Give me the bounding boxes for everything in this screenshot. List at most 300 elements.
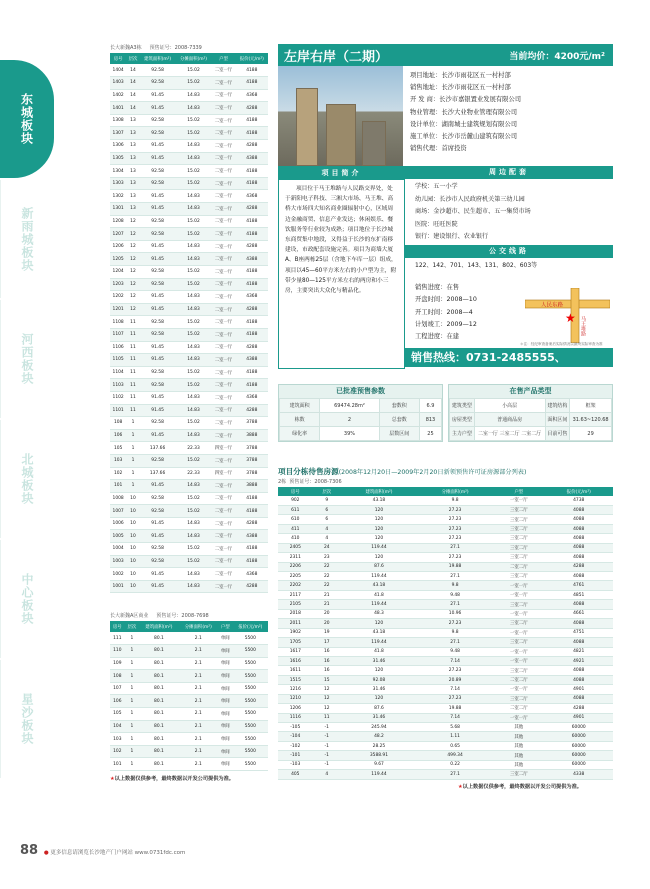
- table-cell: 12: [126, 215, 139, 228]
- table-row: [110, 240, 268, 253]
- table-cell: 二室一厅: [211, 354, 235, 367]
- table-row: [278, 619, 613, 628]
- table-cell: 31.46: [341, 685, 417, 694]
- table-row: [278, 505, 613, 514]
- param-row: [280, 399, 442, 413]
- table-cell: 二室一厅: [211, 77, 235, 90]
- project-photo: [278, 66, 403, 166]
- table-cell: 4288: [236, 303, 268, 316]
- table-cell: 2.1: [179, 758, 218, 771]
- param-row: [450, 427, 612, 441]
- table-cell: 二室一厅: [211, 555, 235, 568]
- table-cell: 1402: [110, 89, 126, 102]
- table-cell: 12: [313, 694, 341, 703]
- table-cell: 611: [278, 505, 313, 514]
- info-line: 销售代理：首席投资: [410, 145, 467, 153]
- table-cell: 12: [126, 240, 139, 253]
- table-cell: 二室一厅: [211, 127, 235, 140]
- table-row: [110, 253, 268, 266]
- table-cell: 二室二厅: [493, 704, 544, 713]
- table-row: [110, 89, 268, 102]
- table-cell: 109: [110, 657, 125, 670]
- table-row: [110, 480, 268, 493]
- peripheral-item: 银行：建设银行、农业银行: [415, 233, 489, 240]
- table-cell: 10: [126, 530, 139, 543]
- param-cell: 面积区间: [545, 413, 570, 427]
- table-cell: 单间: [218, 708, 233, 721]
- table-cell: 92.58: [140, 215, 176, 228]
- table-cell: 92.58: [140, 328, 176, 341]
- table-cell: 120: [341, 619, 417, 628]
- table-cell: 3788: [236, 454, 268, 467]
- table-cell: 91.45: [140, 568, 176, 581]
- table-cell: 60000: [544, 741, 613, 750]
- table-cell: 1: [126, 454, 139, 467]
- table-cell: 4368: [236, 391, 268, 404]
- table-cell: 5500: [233, 645, 268, 658]
- table-cell: 2.1: [179, 657, 218, 670]
- table-cell: 24: [313, 543, 341, 552]
- table-row: [110, 114, 268, 127]
- table-cell: 10: [126, 555, 139, 568]
- table-cell: 4288: [236, 341, 268, 354]
- side-tab-5[interactable]: [0, 660, 54, 778]
- table-cell: 1: [126, 480, 139, 493]
- table-cell: 1101: [110, 404, 126, 417]
- table-cell: 12: [126, 303, 139, 316]
- table-cell: 9.48: [417, 647, 493, 656]
- param-cell: 29: [570, 427, 612, 441]
- table-cell: 13: [126, 114, 139, 127]
- table-cell: 10: [126, 517, 139, 530]
- side-tab-label: 东城板块: [19, 93, 34, 145]
- table-cell: 二室一厅: [211, 228, 235, 241]
- table-cell: 12: [126, 291, 139, 304]
- table-cell: 1: [126, 429, 139, 442]
- table-cell: 4738: [544, 496, 613, 505]
- peripheral-title: 周边配套: [405, 166, 613, 179]
- map-note: ＊注：经纪审查备案后实际情况以最终实际审查为准: [520, 342, 603, 346]
- table-cell: 245.94: [341, 723, 417, 732]
- column-header: 房号: [278, 487, 313, 496]
- table-cell: 411: [278, 524, 313, 533]
- table-cell: 1201: [110, 303, 126, 316]
- param-cell: 813: [419, 413, 441, 427]
- table-cell: 单间: [218, 733, 233, 746]
- table-row: [110, 492, 268, 505]
- table-cell: 12: [313, 685, 341, 694]
- table-cell: 3788: [236, 467, 268, 480]
- side-tab-label: 河西板块: [20, 333, 34, 385]
- table-cell: 4761: [544, 581, 613, 590]
- table-cell: 92.58: [140, 266, 176, 279]
- table-cell: 二室一厅: [211, 203, 235, 216]
- table-cell: 14.83: [176, 391, 212, 404]
- column-header: 层次: [125, 621, 140, 632]
- table-cell: 12: [126, 228, 139, 241]
- table-row: [278, 581, 613, 590]
- table-cell: 11: [126, 328, 139, 341]
- table-cell: 二室一厅: [211, 341, 235, 354]
- table-cell: 4188: [236, 366, 268, 379]
- table-cell: 4188: [236, 165, 268, 178]
- table-cell: 21: [313, 600, 341, 609]
- table-cell: 二室一厅: [211, 102, 235, 115]
- table-cell: 80.1: [139, 695, 178, 708]
- table-cell: 102: [110, 745, 125, 758]
- table-cell: 20: [313, 619, 341, 628]
- param-cell: 39%: [320, 427, 379, 441]
- table-cell: 单间: [218, 758, 233, 771]
- table-cell: 19.88: [417, 562, 493, 571]
- table-cell: 1204: [110, 266, 126, 279]
- table-cell: 91.45: [140, 203, 176, 216]
- table-row: [110, 568, 268, 581]
- table-cell: 1108: [110, 316, 126, 329]
- table-cell: 4088: [544, 694, 613, 703]
- table-cell: 14.83: [176, 530, 212, 543]
- table-row: [278, 770, 613, 779]
- table-cell: 16: [313, 647, 341, 656]
- table-row: [110, 442, 268, 455]
- table-cell: 1002: [110, 568, 126, 581]
- table-cell: 4188: [236, 328, 268, 341]
- table-cell: 4338: [544, 770, 613, 779]
- table-row: [278, 572, 613, 581]
- left-table-1: [110, 44, 268, 593]
- table-cell: 4088: [544, 543, 613, 552]
- table-cell: 1116: [278, 713, 313, 722]
- table-cell: 5500: [233, 670, 268, 683]
- table-cell: 2117: [278, 590, 313, 599]
- table-cell: 4288: [236, 203, 268, 216]
- side-tab-2[interactable]: [0, 300, 54, 418]
- table-cell: 14.83: [176, 203, 212, 216]
- table-cell: 3888: [236, 480, 268, 493]
- table-cell: 5500: [233, 758, 268, 771]
- table-cell: 15.02: [176, 454, 212, 467]
- table-cell: 108: [110, 670, 125, 683]
- table-cell: 27.23: [417, 505, 493, 514]
- table-row: [110, 580, 268, 593]
- table-row: [110, 733, 268, 746]
- table-cell: 5500: [233, 632, 268, 645]
- table-cell: 15.02: [176, 165, 212, 178]
- column-header: 分摊面积(m²): [417, 487, 493, 496]
- sale-status-line: 开工时间：2008—4: [415, 308, 473, 316]
- table-cell: 105: [110, 442, 126, 455]
- table-cell: 二室一厅: [211, 177, 235, 190]
- table-row: [110, 505, 268, 518]
- table-cell: 119.44: [341, 543, 417, 552]
- project-price: 当前均价：4200元/m²: [509, 52, 605, 62]
- table-row: [110, 102, 268, 115]
- table-cell: 1004: [110, 543, 126, 556]
- sale-status-line: 开盘时间：2008—10: [415, 296, 477, 304]
- table-cell: 106: [110, 429, 126, 442]
- table-cell: 二室一厅: [211, 580, 235, 593]
- table-cell: 二室一厅: [211, 215, 235, 228]
- side-tab-label: 星沙板块: [20, 693, 34, 745]
- table-cell: 14.83: [176, 140, 212, 153]
- table-cell: 二室一厅: [211, 291, 235, 304]
- table-row: [110, 354, 268, 367]
- table-cell: 5500: [233, 657, 268, 670]
- table-cell: 二室一厅: [211, 404, 235, 417]
- table-cell: -1: [313, 723, 341, 732]
- table-cell: 119.44: [341, 572, 417, 581]
- table-cell: 110: [110, 645, 125, 658]
- product-types: [448, 384, 613, 442]
- table-cell: 4288: [236, 240, 268, 253]
- table-cell: 499.34: [417, 751, 493, 760]
- table-cell: 4388: [236, 253, 268, 266]
- table-row: [110, 203, 268, 216]
- table-cell: 92.58: [140, 278, 176, 291]
- table-cell: 4188: [236, 492, 268, 505]
- table-cell: 14: [126, 89, 139, 102]
- table-cell: 2311: [278, 553, 313, 562]
- intro-text: 项目位于马王堆路与人民路交界处，处于新阳电子科技、三湘大市场、马王堆、高桥大市场四大知名商业圈辐射中心，区域周边金融商贸、信息产业发达；休闲娱乐、餐饮服务等行业较为成熟；项目地位于长沙城东商贸集中地段，又得益于长沙的东扩南移建设，市政配套设施完善。项目为商墙大厦A、B座两栋25层（含地下车库一层）组成，项目以45—60平方米左右的小户型为主，附带少量80—125平方米左右的两房和小三房，主要突出大众化与精品化。: [285, 186, 397, 295]
- table-cell: 三室二厅: [493, 666, 544, 675]
- table-cell: 10: [126, 505, 139, 518]
- table-cell: 4088: [544, 638, 613, 647]
- table-cell: 27.23: [417, 694, 493, 703]
- table-cell: 4368: [236, 291, 268, 304]
- table-cell: 41.8: [341, 647, 417, 656]
- table-cell: 91.45: [140, 291, 176, 304]
- table-cell: 15: [313, 675, 341, 684]
- table-cell: 2.1: [179, 720, 218, 733]
- table-cell: 3788: [236, 442, 268, 455]
- table-cell: 11: [126, 366, 139, 379]
- side-tab-1[interactable]: [0, 180, 54, 298]
- param-row: [450, 413, 612, 427]
- table-cell: 9.8: [417, 628, 493, 637]
- table-cell: 80.1: [139, 670, 178, 683]
- table-cell: 2405: [278, 543, 313, 552]
- table-cell: 4388: [236, 152, 268, 165]
- table-cell: 其他: [493, 732, 544, 741]
- table-cell: 一室一厅: [493, 647, 544, 656]
- table-cell: 14.83: [176, 190, 212, 203]
- table-cell: 二室一厅: [211, 543, 235, 556]
- intro-title: 项目简介: [279, 167, 404, 180]
- table-cell: 6: [313, 505, 341, 514]
- info-line: 项目地址：长沙市雨花区五一村村部: [410, 72, 511, 79]
- table-cell: 111: [110, 632, 125, 645]
- table-cell: 1005: [110, 530, 126, 543]
- table-cell: -1: [313, 741, 341, 750]
- table-cell: 4188: [236, 505, 268, 518]
- table-cell: 14.83: [176, 568, 212, 581]
- column-header: 房号: [110, 621, 125, 632]
- approved-params: [278, 384, 443, 442]
- table-cell: 三室二厅: [493, 638, 544, 647]
- table-row: [278, 741, 613, 750]
- table-cell: 4188: [236, 543, 268, 556]
- table-cell: 11: [313, 713, 341, 722]
- table-cell: 13: [126, 140, 139, 153]
- table-cell: 二室一厅: [211, 165, 235, 178]
- table-cell: -105: [278, 723, 313, 732]
- table-cell: 9.48: [417, 590, 493, 599]
- table-cell: 119.44: [341, 600, 417, 609]
- table-cell: 二室一厅: [211, 568, 235, 581]
- table-row: [110, 467, 268, 480]
- column-header: 建筑面积(m²): [139, 621, 178, 632]
- column-header: 层次: [126, 53, 139, 64]
- table-cell: 1102: [110, 391, 126, 404]
- column-header: 报价(元/m²): [233, 621, 268, 632]
- table-cell: 1: [126, 442, 139, 455]
- side-tab-0[interactable]: [0, 60, 54, 178]
- param-cell: 框架: [570, 399, 612, 413]
- info-line: 物业管理：长沙大业物业管理有限公司: [410, 108, 518, 116]
- table-cell: 92.58: [140, 77, 176, 90]
- table-cell: 4188: [236, 114, 268, 127]
- param-cell: 建筑类型: [450, 399, 475, 413]
- table-cell: 三室二厅: [493, 505, 544, 514]
- table-cell: 0.22: [417, 760, 493, 769]
- table-cell: 1216: [278, 685, 313, 694]
- table-cell: 80.1: [139, 645, 178, 658]
- table-cell: 60000: [544, 732, 613, 741]
- param-cell: 小高层: [474, 399, 545, 413]
- big-note: ★以上数据仅供参考，最终数据以开发公司提供为准。: [458, 783, 582, 790]
- table-row: [110, 682, 268, 695]
- table-cell: 4188: [236, 266, 268, 279]
- column-header: 报价(元/m²): [236, 53, 268, 64]
- table-cell: 三室二厅: [493, 572, 544, 581]
- table-cell: 1: [125, 645, 140, 658]
- table-cell: 单间: [218, 745, 233, 758]
- table-cell: -1: [313, 760, 341, 769]
- table-cell: 5500: [233, 695, 268, 708]
- table-cell: 单间: [218, 632, 233, 645]
- table-cell: 二室一厅: [211, 366, 235, 379]
- bus-lines: 122、142、701、143、131、802、603等: [415, 261, 538, 269]
- table-cell: 15.02: [176, 64, 212, 77]
- table-cell: 一室一厅: [493, 590, 544, 599]
- table-cell: -1: [313, 732, 341, 741]
- table-cell: 92.58: [140, 165, 176, 178]
- table-cell: 二室一厅: [211, 303, 235, 316]
- table-cell: 102: [110, 467, 126, 480]
- table-cell: 二室一厅: [211, 530, 235, 543]
- table-cell: 1: [125, 758, 140, 771]
- table-cell: 4: [313, 534, 341, 543]
- table-cell: 120: [341, 553, 417, 562]
- side-tab-4[interactable]: [0, 540, 54, 658]
- info-line: 施工单位：长沙市岳麓山建筑有限公司: [410, 132, 518, 140]
- table-row: [110, 391, 268, 404]
- table-cell: 80.1: [139, 708, 178, 721]
- table-cell: 四室一厅: [211, 442, 235, 455]
- table-cell: -103: [278, 760, 313, 769]
- table-row: [110, 291, 268, 304]
- table-cell: 15.02: [176, 328, 212, 341]
- table-cell: 13: [126, 127, 139, 140]
- param-cell: 套数积: [379, 399, 419, 413]
- table-cell: 4368: [236, 190, 268, 203]
- table-cell: 101: [110, 480, 126, 493]
- table-cell: 11: [126, 379, 139, 392]
- table-cell: 5500: [233, 708, 268, 721]
- table-cell: 二室一厅: [211, 152, 235, 165]
- table-cell: 1003: [110, 555, 126, 568]
- table-row: [110, 745, 268, 758]
- table-cell: 92.58: [140, 228, 176, 241]
- table-cell: 20.89: [417, 675, 493, 684]
- table-row: [110, 77, 268, 90]
- table-cell: 11: [126, 404, 139, 417]
- table-cell: 其他: [493, 723, 544, 732]
- table-cell: 9.8: [417, 581, 493, 590]
- table-cell: 31.46: [341, 713, 417, 722]
- peripheral-item: 幼儿园：长沙市人民政府机关第三幼儿园: [415, 195, 525, 203]
- table-cell: 二室一厅: [211, 140, 235, 153]
- table-cell: 4661: [544, 609, 613, 618]
- table-cell: 6: [313, 515, 341, 524]
- table-cell: 三室二厅: [493, 770, 544, 779]
- table-row: [278, 647, 613, 656]
- table-cell: 1: [125, 720, 140, 733]
- table-cell: 2.1: [179, 670, 218, 683]
- table-cell: 2.1: [179, 745, 218, 758]
- side-tab-3[interactable]: [0, 420, 54, 538]
- column-header: 分摊面积(m²): [179, 621, 218, 632]
- table-cell: 1303: [110, 177, 126, 190]
- sale-status-line: 计划竣工：2009—12: [415, 320, 477, 328]
- table-cell: 4088: [544, 553, 613, 562]
- table-cell: 91.45: [140, 303, 176, 316]
- table-cell: 2.1: [179, 682, 218, 695]
- table-cell: 1008: [110, 492, 126, 505]
- table-cell: 一室一厅: [493, 581, 544, 590]
- table-cell: 4751: [544, 628, 613, 637]
- param-cell: 69474.28m²: [320, 399, 379, 413]
- param-cell: 2: [320, 413, 379, 427]
- table-cell: 27.1: [417, 770, 493, 779]
- table-cell: 13: [126, 190, 139, 203]
- table-cell: 902: [278, 496, 313, 505]
- approved-title: 已批准预售参数: [279, 385, 442, 398]
- table-row: [110, 454, 268, 467]
- table-row: [110, 543, 268, 556]
- table-cell: 106: [110, 695, 125, 708]
- table-cell: 三室二厅: [493, 694, 544, 703]
- table-cell: 9.67: [341, 760, 417, 769]
- table-cell: 15.02: [176, 316, 212, 329]
- table-cell: 103: [110, 454, 126, 467]
- table-cell: -104: [278, 732, 313, 741]
- table-row: [110, 152, 268, 165]
- side-tab-label: 北城板块: [20, 453, 34, 505]
- table-row: [110, 758, 268, 771]
- table-cell: 92.58: [140, 492, 176, 505]
- param-cell: 建筑结构: [545, 399, 570, 413]
- param-cell: 房屋类型: [450, 413, 475, 427]
- table-row: [110, 328, 268, 341]
- table-row: [110, 632, 268, 645]
- table-row: [278, 628, 613, 637]
- table-row: [110, 64, 268, 77]
- column-header: 报价(元/m²): [544, 487, 613, 496]
- table-row: [110, 695, 268, 708]
- table-cell: -1: [313, 751, 341, 760]
- table-cell: 91.45: [140, 341, 176, 354]
